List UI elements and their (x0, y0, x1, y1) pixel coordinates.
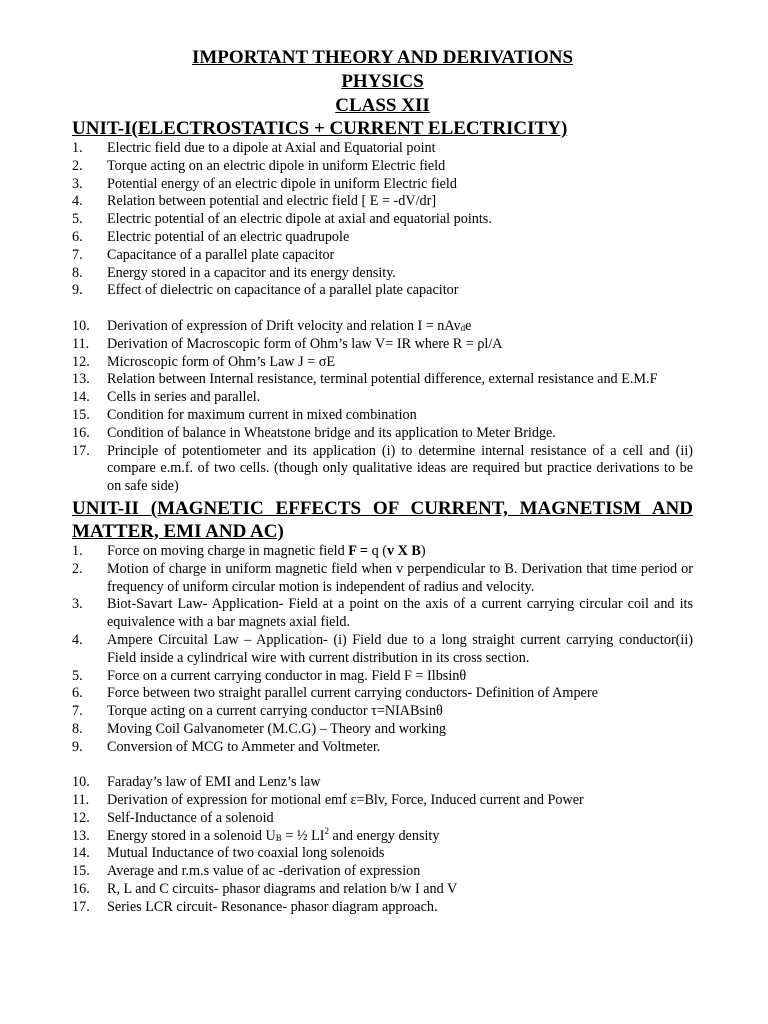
item-number: 17. (72, 898, 90, 915)
item-text: Faraday’s law of EMI and Lenz’s law (107, 774, 321, 791)
item-number: 5. (72, 667, 83, 684)
item-text: Condition of balance in Wheatstone bridge and its application to Meter Bridge. (107, 424, 556, 441)
item-text-mid: = ½ LI (281, 827, 325, 844)
unit-2-list-b-energy (72, 825, 693, 846)
item-text: Series LCR circuit- Resonance- phasor diagram approach. (107, 898, 438, 915)
list-item (72, 825, 693, 846)
item-text: Derivation of expression of Drift velocity and relation I = nAv (107, 317, 461, 334)
item-text: Mutual Inductance of two coaxial long solenoids (107, 845, 385, 862)
item-number: 4. (72, 631, 83, 648)
item-text: Conversion of MCG to Ammeter and Voltmeter. (107, 738, 381, 755)
list-item (72, 596, 693, 632)
unit-2-list-a (72, 543, 693, 561)
item-number: 16. (72, 424, 90, 441)
item-number: 3. (72, 175, 83, 192)
item-number: 15. (72, 863, 90, 880)
item-number: 2. (72, 157, 83, 174)
item-text: Derivation of expression for motional emf ε=Blv, Force, Induced current and Power (107, 792, 584, 809)
item-text: Microscopic form of Ohm’s Law J = σE (107, 353, 336, 370)
item-text: Motion of charge in uniform magnetic field when v perpendicular to B. Derivation that time period or frequency of uniform circular motion is independent of radius and velocity. (107, 560, 693, 595)
item-text: Force on a current carrying conductor in mag. Field F = Ilbsinθ (107, 667, 467, 684)
list-item (72, 318, 693, 336)
item-number: 2. (72, 560, 83, 577)
list-item (72, 774, 693, 792)
item-number: 8. (72, 264, 83, 281)
list-item (72, 721, 693, 739)
item-number: 1. (72, 140, 83, 156)
unit-2-list-a-rest (72, 561, 693, 757)
item-text-end: and energy density (328, 827, 440, 844)
unit-2-heading: UNIT-II (MAGNETIC EFFECTS OF CURRENT, MAGNETISM AND MATTER, EMI AND AC) (72, 497, 693, 542)
item-number: 3. (72, 596, 83, 613)
item-number: 9. (72, 738, 83, 755)
item-text: Ampere Circuital Law – Application- (i) Field due to a long straight current carrying conductor(ii) Field inside a cylindrical wire with current distribution in its cross section. (107, 631, 693, 666)
item-text: Torque acting on an electric dipole in uniform Electric field (107, 157, 446, 174)
item-text: Electric potential of an electric dipole at axial and equatorial points. (107, 211, 492, 228)
list-item (72, 685, 693, 703)
item-text: Cells in series and parallel. (107, 389, 261, 406)
item-subscript: d (460, 322, 466, 333)
item-text: Average and r.m.s value of ac -derivation of expression (107, 863, 421, 880)
list-item (72, 158, 693, 176)
item-text: Capacitance of a parallel plate capacitor (107, 246, 335, 263)
list-item (72, 739, 693, 757)
spacer (72, 757, 693, 775)
item-number: 7. (72, 703, 83, 720)
item-number: 1. (72, 542, 83, 559)
list-item (72, 792, 693, 810)
list-item (72, 703, 693, 721)
item-text: Moving Coil Galvanometer (M.C.G) – Theory and working (107, 720, 447, 737)
item-text: Condition for maximum current in mixed combination (107, 406, 417, 423)
list-item (72, 810, 693, 828)
item-number: 6. (72, 685, 83, 702)
item-number: 6. (72, 228, 83, 245)
item-number: 17. (72, 442, 90, 459)
item-number: 13. (72, 827, 90, 844)
item-bold-text: F = (348, 542, 369, 559)
list-item (72, 425, 693, 443)
item-text: Force on moving charge in magnetic field (107, 542, 349, 559)
list-item (72, 176, 693, 194)
item-text: Force between two straight parallel current carrying conductors- Definition of Ampere (107, 685, 598, 702)
item-text: Principle of potentiometer and its application (i) to determine internal resistance of a cell and (ii) compare e.m.f. of two cells. (though only qualitative ideas are required but practice derivations to be on safe side) (107, 442, 693, 495)
list-item (72, 140, 693, 158)
list-item (72, 389, 693, 407)
item-text: Relation between potential and electric field [ E = -dV/dr] (107, 193, 437, 210)
list-item (72, 881, 693, 899)
list-item (72, 863, 693, 881)
subject-title: PHYSICS (341, 71, 424, 92)
item-number: 8. (72, 720, 83, 737)
document-title: IMPORTANT THEORY AND DERIVATIONS (191, 47, 574, 68)
list-item (72, 354, 693, 372)
item-number: 12. (72, 353, 90, 370)
item-text: Torque acting on a current carrying conductor τ=NIABsinθ (107, 703, 443, 720)
document-page (72, 46, 693, 917)
item-text: Electric field due to a dipole at Axial and Equatorial point (107, 140, 436, 156)
item-number: 9. (72, 282, 83, 299)
list-item (72, 229, 693, 247)
list-item (72, 632, 693, 668)
spacer (72, 300, 693, 318)
item-number: 4. (72, 193, 83, 210)
item-number: 5. (72, 211, 83, 228)
item-text-mid: q ( (368, 542, 387, 559)
list-item (72, 193, 693, 211)
item-text: Self-Inductance of a solenoid (107, 809, 274, 826)
list-item (72, 407, 693, 425)
item-text-end: ) (420, 542, 426, 559)
item-text-end: e (465, 317, 472, 334)
item-number: 14. (72, 389, 90, 406)
list-item (72, 247, 693, 265)
item-text: Energy stored in a solenoid U (107, 827, 276, 844)
list-item (72, 561, 693, 597)
item-number: 11. (72, 792, 90, 809)
unit-1-list-b (72, 318, 693, 336)
item-number: 13. (72, 371, 90, 388)
unit-1-heading: UNIT-I(ELECTROSTATICS + CURRENT ELECTRICITY) (72, 118, 568, 139)
list-item (72, 371, 693, 389)
item-number: 10. (72, 317, 90, 334)
unit-1-list-a (72, 140, 693, 300)
list-item (72, 443, 693, 496)
list-item (72, 543, 693, 561)
list-item (72, 282, 693, 300)
item-text: Electric potential of an electric quadrupole (107, 228, 350, 245)
list-item (72, 899, 693, 917)
unit-2-list-b-rest (72, 845, 693, 916)
item-superscript: 2 (324, 825, 329, 836)
item-text: Effect of dielectric on capacitance of a parallel plate capacitor (107, 282, 459, 299)
list-item (72, 668, 693, 686)
item-subscript: B (275, 832, 282, 843)
list-item (72, 211, 693, 229)
item-number: 16. (72, 881, 90, 898)
item-number: 12. (72, 809, 90, 826)
list-item (72, 845, 693, 863)
item-number: 14. (72, 845, 90, 862)
item-text: Derivation of Macroscopic form of Ohm’s law V= IR where R = ρl/A (107, 335, 503, 352)
item-number: 10. (72, 774, 90, 791)
item-text: Biot-Savart Law- Application- Field at a point on the axis of a current carrying circular coil and its equivalence with a bar magnets axial field. (107, 596, 693, 631)
unit-2-list-b (72, 774, 693, 827)
class-title: CLASS XII (335, 95, 430, 116)
item-bold-vector: v X B (386, 542, 421, 559)
list-item (72, 265, 693, 283)
unit-1-list-b-rest (72, 336, 693, 496)
item-number: 7. (72, 246, 83, 263)
item-text: Potential energy of an electric dipole in uniform Electric field (107, 175, 457, 192)
item-text: Relation between Internal resistance, terminal potential difference, external resistance and E.M.F (107, 371, 658, 388)
item-number: 11. (72, 335, 90, 352)
item-number: 15. (72, 406, 90, 423)
list-item (72, 336, 693, 354)
item-text: R, L and C circuits- phasor diagrams and relation b/w I and V (107, 881, 458, 898)
item-text: Energy stored in a capacitor and its energy density. (107, 264, 396, 281)
